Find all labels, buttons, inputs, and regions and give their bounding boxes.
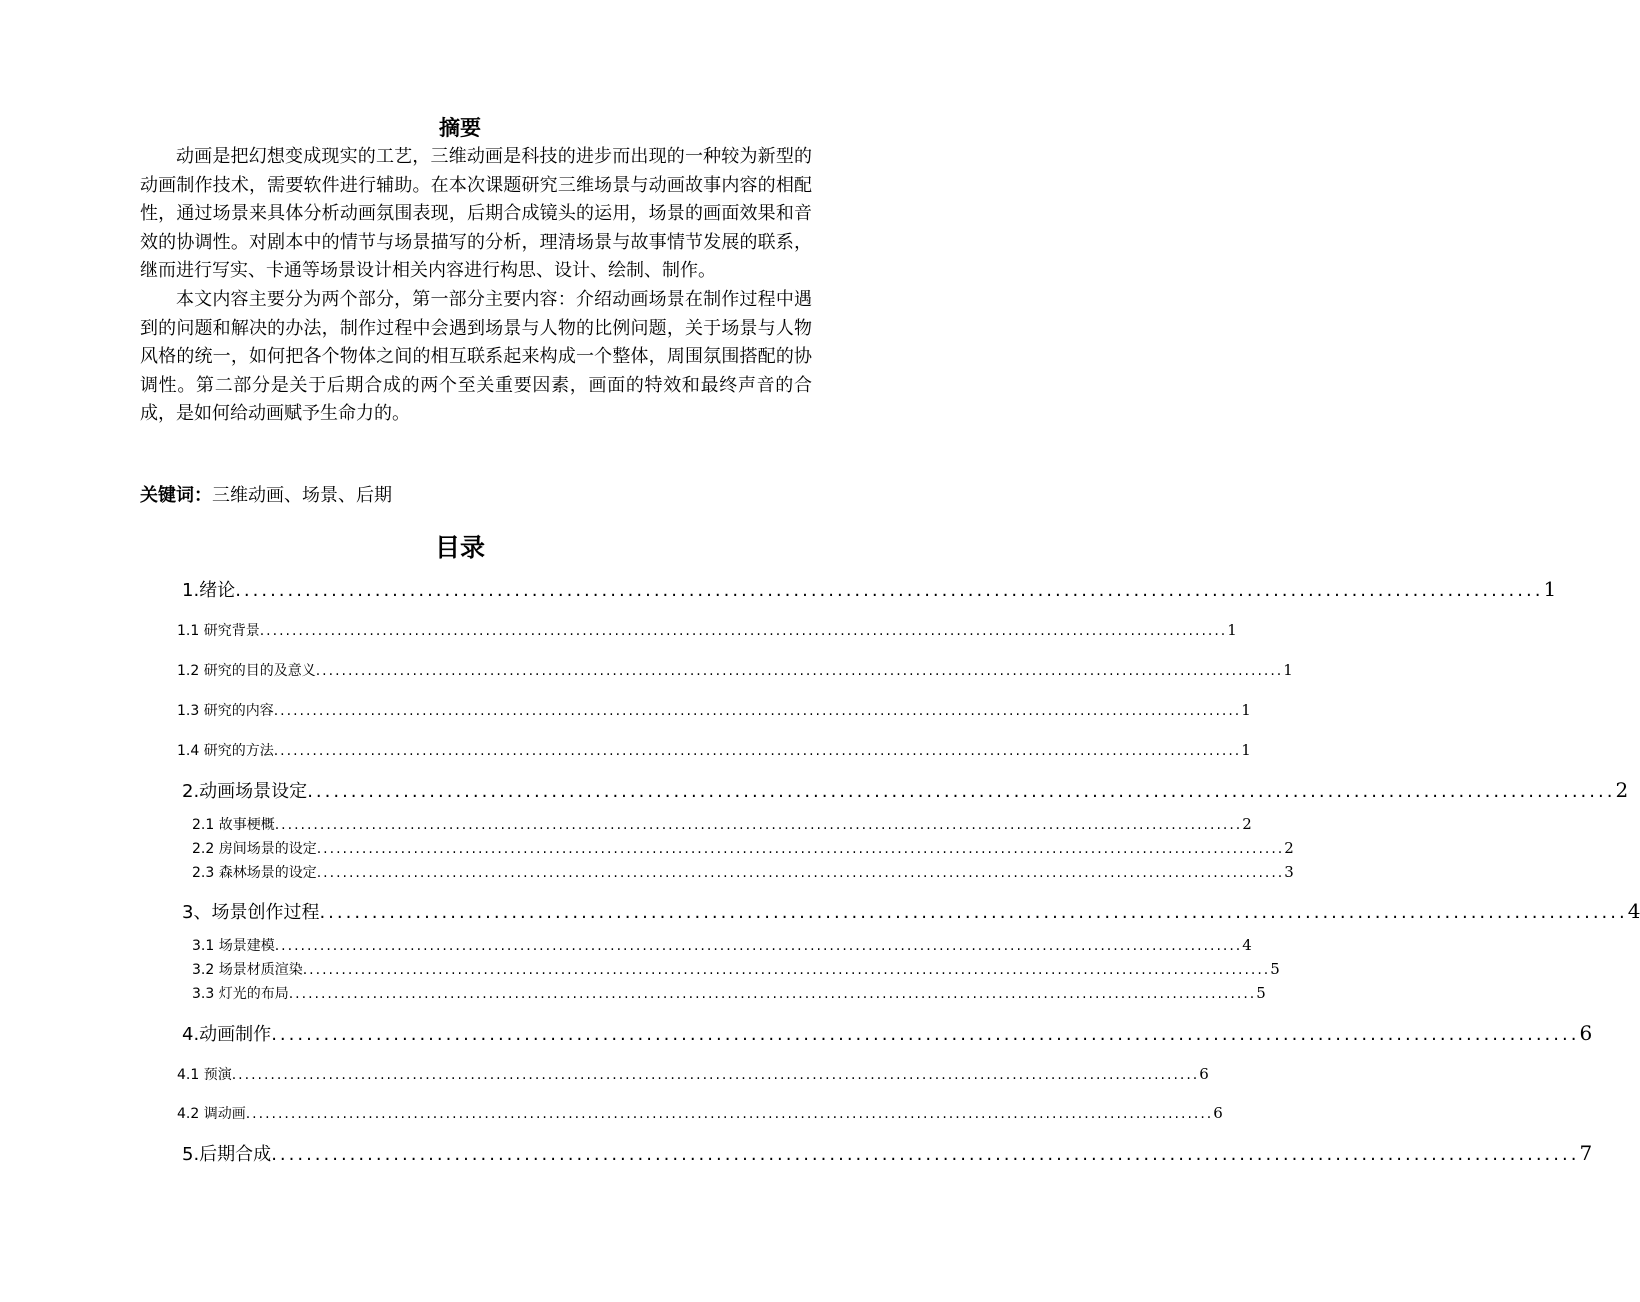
abstract-body xyxy=(140,143,812,429)
toc-leader: ...................................................................................................................................................... xyxy=(274,817,1243,833)
toc-leader: ...................................................................................................................................................... xyxy=(307,781,1616,802)
toc-entry[interactable] xyxy=(182,777,1629,803)
toc-entry-label: 2.2 房间场景的设定 xyxy=(192,841,317,857)
toc-entry-page: 5 xyxy=(1256,984,1266,1002)
toc-entry-page: 2 xyxy=(1242,815,1252,833)
toc-leader: ...................................................................................................................................................... xyxy=(259,623,1228,639)
toc-entry-page: 2 xyxy=(1284,839,1294,857)
toc-entry-page: 7 xyxy=(1579,1141,1593,1165)
toc-leader: ...................................................................................................................................................... xyxy=(315,663,1284,679)
toc-entry-label: 1.4 研究的方法 xyxy=(177,743,274,759)
toc-entry-page: 1 xyxy=(1241,741,1251,759)
toc-leader: ...................................................................................................................................................... xyxy=(319,902,1628,923)
toc-leader: ...................................................................................................................................................... xyxy=(271,1144,1580,1165)
toc-entry-page: 6 xyxy=(1579,1021,1593,1045)
toc-entry[interactable] xyxy=(182,576,1557,602)
toc-entry-label: 4.2 调动画 xyxy=(177,1106,246,1122)
toc-leader: ...................................................................................................................................................... xyxy=(302,962,1271,978)
toc-entry[interactable] xyxy=(182,898,1640,924)
toc-entry[interactable] xyxy=(192,935,1252,955)
toc-entry-page: 1 xyxy=(1543,577,1557,601)
toc-entry-label: 1.2 研究的目的及意义 xyxy=(177,663,316,679)
toc-entry-page: 1 xyxy=(1241,701,1251,719)
toc-entry-label: 3、场景创作过程 xyxy=(182,902,320,923)
toc-entry[interactable] xyxy=(177,740,1251,760)
toc-leader: ...................................................................................................................................................... xyxy=(271,1024,1580,1045)
toc-entry-page: 1 xyxy=(1227,621,1237,639)
toc-entry[interactable] xyxy=(192,983,1266,1003)
toc-entry-label: 5.后期合成 xyxy=(182,1144,272,1165)
keywords-line xyxy=(140,481,392,507)
toc-entry-page: 4 xyxy=(1627,899,1640,923)
abstract-paragraph: 动画是把幻想变成现实的工艺，三维动画是科技的进步而出现的一种较为新型的动画制作技术，需要软件进行辅助。在本次课题研究三维场景与动画故事内容的相配性，通过场景来具体分析动画氛围表现，后期合成镜头的运用，场景的画面效果和音效的协调性。对剧本中的情节与场景描写的分析，理清场景与故事情节发展的联系，继而进行写实、卡通等场景设计相关内容进行构思、设计、绘制、制作。 xyxy=(140,146,812,282)
toc-leader: ...................................................................................................................................................... xyxy=(274,938,1243,954)
toc-leader: ...................................................................................................................................................... xyxy=(245,1106,1214,1122)
toc-entry-label: 3.2 场景材质渲染 xyxy=(192,962,303,978)
toc-entry-page: 4 xyxy=(1242,936,1252,954)
toc-title: 目录 xyxy=(434,533,485,562)
toc-entry[interactable] xyxy=(177,660,1293,680)
toc-leader: ...................................................................................................................................................... xyxy=(288,986,1257,1002)
toc-entry-label: 4.1 预演 xyxy=(177,1067,232,1083)
toc-entry[interactable] xyxy=(192,959,1280,979)
toc-entry[interactable] xyxy=(177,620,1237,640)
toc-entry-page: 5 xyxy=(1270,960,1280,978)
toc-leader: ...................................................................................................................................................... xyxy=(231,1067,1200,1083)
abstract-title: 摘要 xyxy=(439,116,481,140)
toc-entry[interactable] xyxy=(192,862,1294,882)
toc-entry-page: 3 xyxy=(1284,863,1294,881)
toc-entry[interactable] xyxy=(192,814,1252,834)
toc-entry-label: 2.动画场景设定 xyxy=(182,781,308,802)
toc-entry-label: 2.1 故事梗概 xyxy=(192,817,275,833)
toc-leader: ...................................................................................................................................................... xyxy=(235,580,1544,601)
toc-entry[interactable] xyxy=(182,1140,1593,1166)
toc-entry-label: 1.3 研究的内容 xyxy=(177,703,274,719)
toc-leader: ...................................................................................................................................................... xyxy=(316,865,1285,881)
toc-entry-page: 6 xyxy=(1199,1065,1209,1083)
toc-entry[interactable] xyxy=(177,1064,1209,1084)
toc-entry-label: 1.绪论 xyxy=(182,580,236,601)
toc-leader: ...................................................................................................................................................... xyxy=(273,703,1242,719)
toc-entry-label: 4.动画制作 xyxy=(182,1024,272,1045)
toc-entry[interactable] xyxy=(177,700,1251,720)
toc-entry-label: 3.3 灯光的布局 xyxy=(192,986,289,1002)
toc-entry-label: 3.1 场景建模 xyxy=(192,938,275,954)
toc-entry-label: 1.1 研究背景 xyxy=(177,623,260,639)
keywords-label: 关键词： xyxy=(140,485,212,506)
toc-entry-page: 6 xyxy=(1213,1104,1223,1122)
keywords-value: 三维动画、场景、后期 xyxy=(212,485,392,506)
toc-leader: ...................................................................................................................................................... xyxy=(273,743,1242,759)
toc-leader: ...................................................................................................................................................... xyxy=(316,841,1285,857)
toc-entry-page: 1 xyxy=(1283,661,1293,679)
toc-entry[interactable] xyxy=(177,1103,1223,1123)
abstract-paragraph: 本文内容主要分为两个部分，第一部分主要内容：介绍动画场景在制作过程中遇到的问题和解决的办法，制作过程中会遇到场景与人物的比例问题，关于场景与人物风格的统一，如何把各个物体之间的相互联系起来构成一个整体，周围氛围搭配的协调性。第二部分是关于后期合成的两个至关重要因素，画面的特效和最终声音的合成，是如何给动画赋予生命力的。 xyxy=(140,288,812,425)
toc-entry-page: 2 xyxy=(1615,778,1629,802)
toc-entry[interactable] xyxy=(182,1020,1593,1046)
toc-entry-label: 2.3 森林场景的设定 xyxy=(192,865,317,881)
toc-entry[interactable] xyxy=(192,838,1294,858)
